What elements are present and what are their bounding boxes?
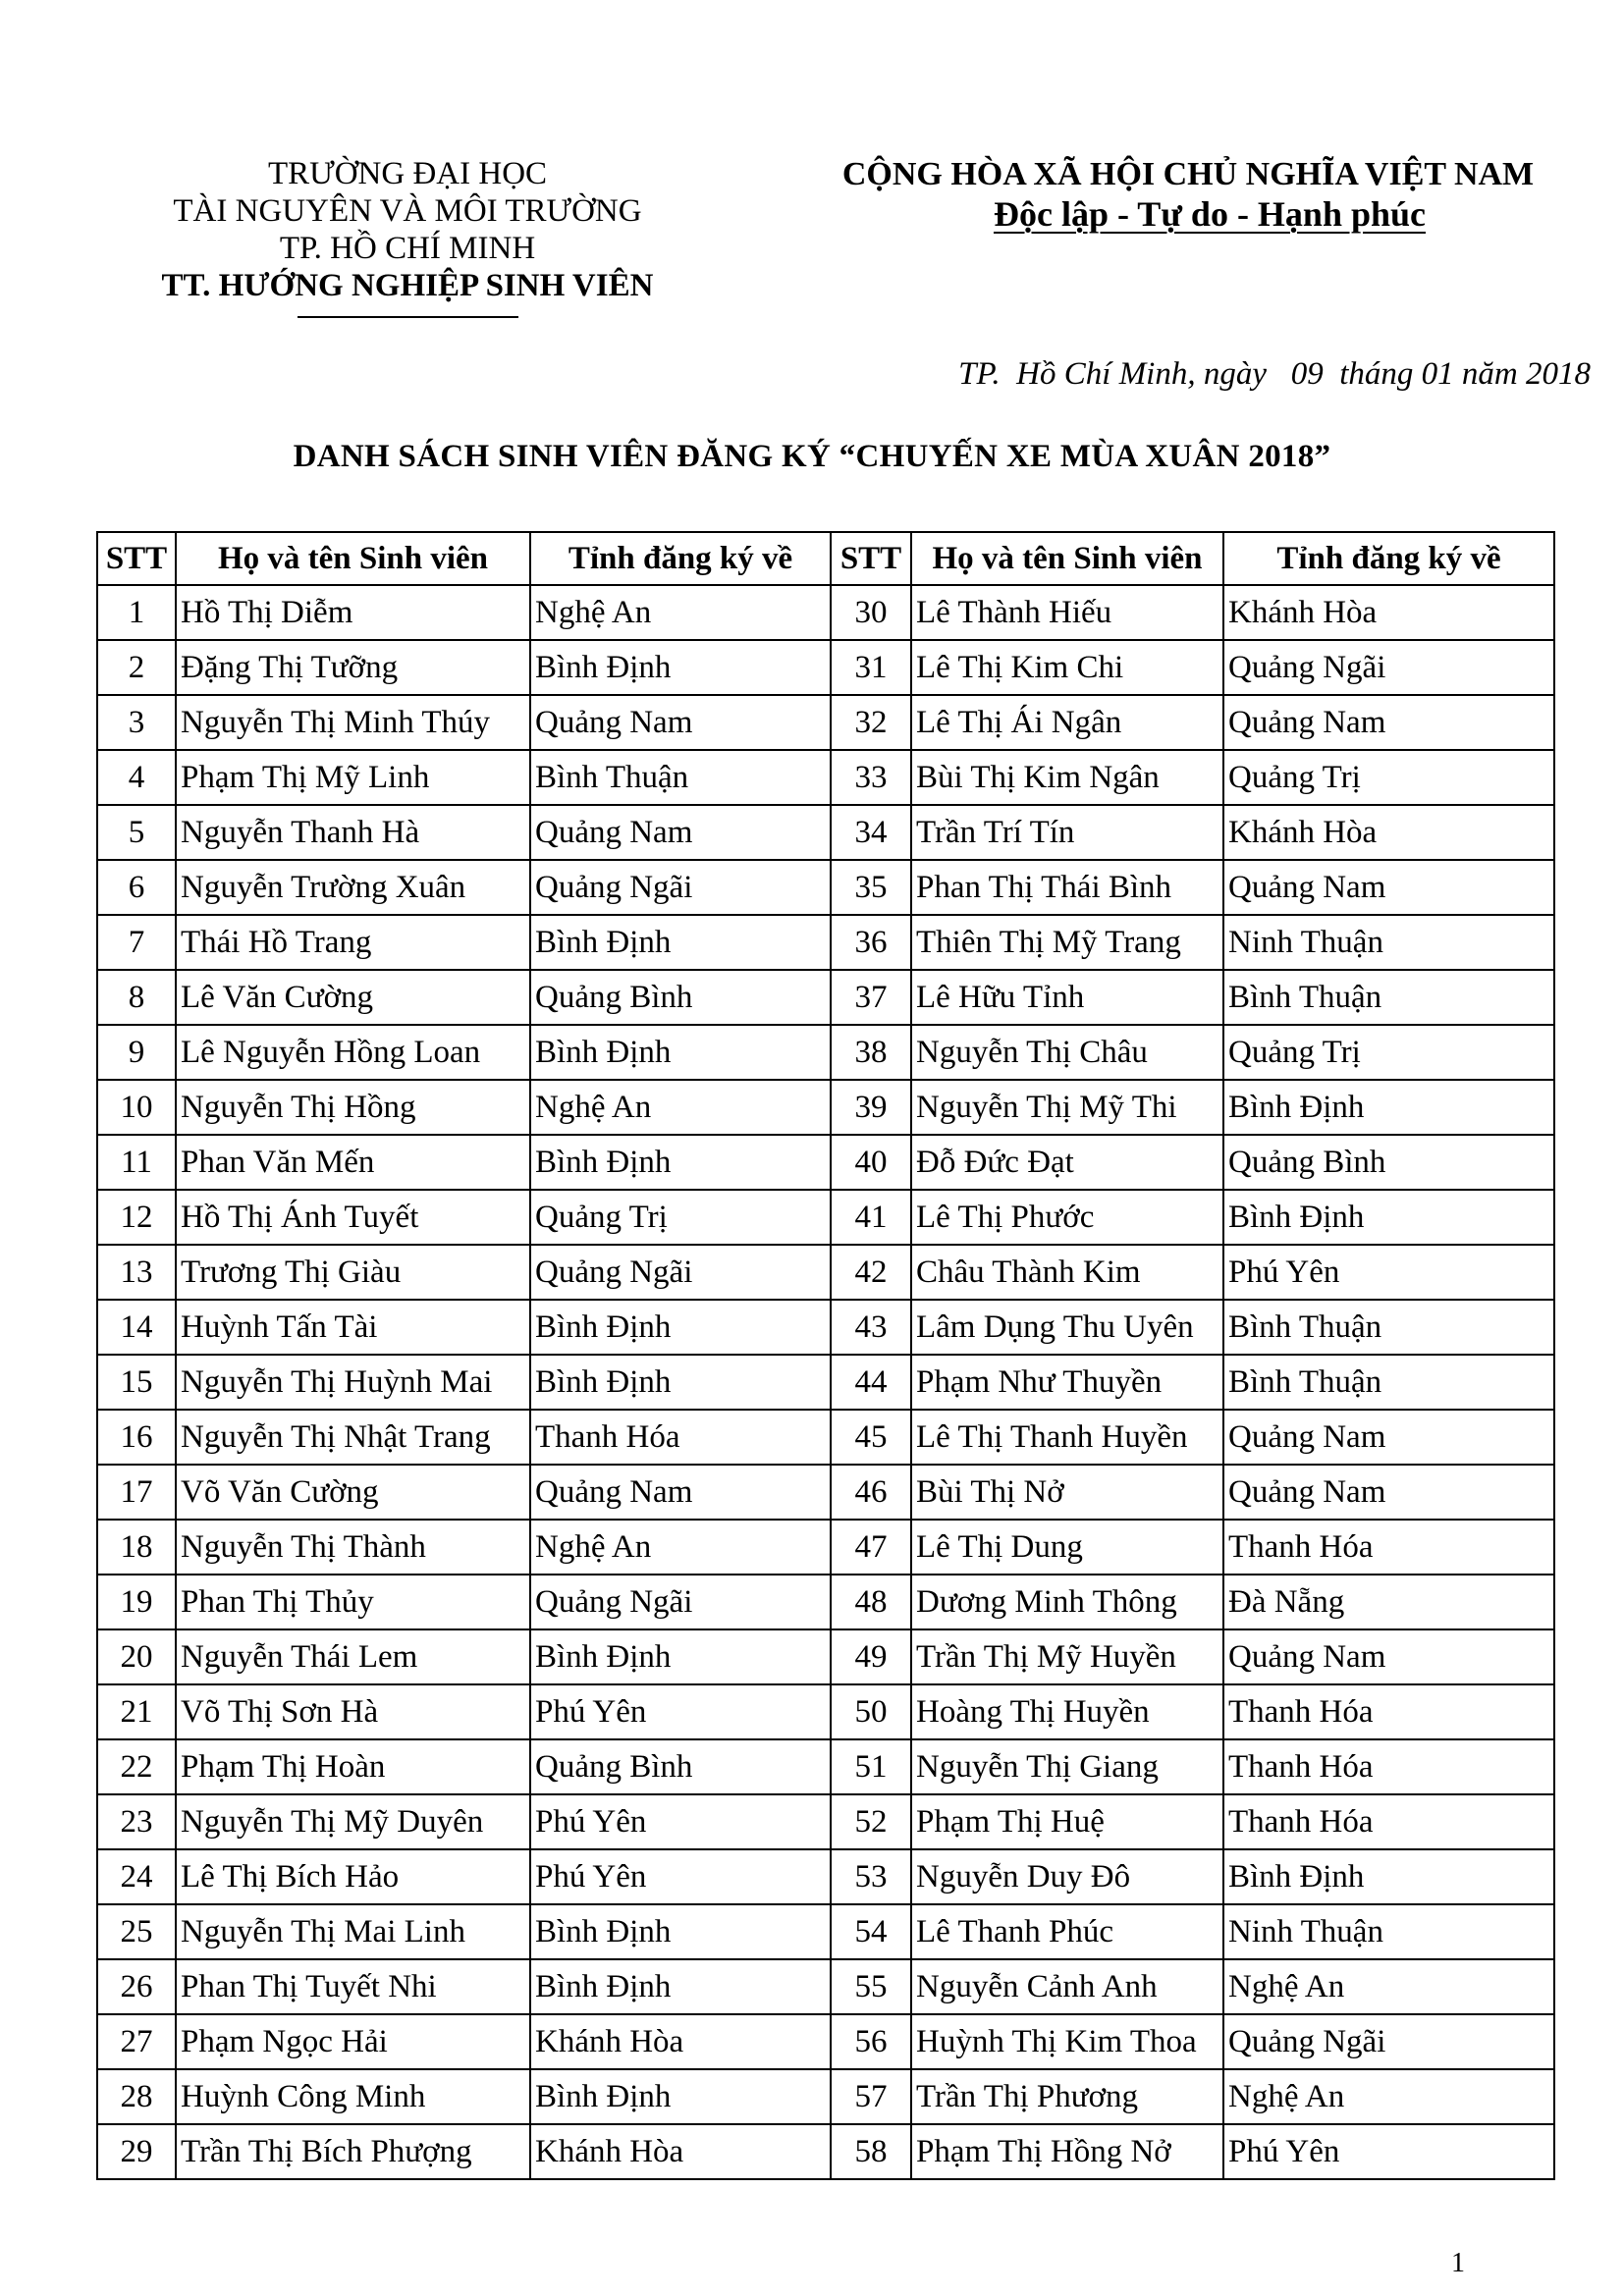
- cell-name-left: Nguyễn Thị Thành: [176, 1520, 530, 1575]
- cell-stt-right: 31: [831, 640, 911, 695]
- cell-stt-left: 8: [97, 970, 176, 1025]
- cell-stt-right: 53: [831, 1849, 911, 1904]
- cell-province-right: Nghệ An: [1223, 2069, 1554, 2124]
- table-row: [97, 640, 1554, 695]
- cell-name-left: Nguyễn Thái Lem: [176, 1629, 530, 1684]
- cell-province-right: Quảng Trị: [1223, 1025, 1554, 1080]
- cell-stt-right: 47: [831, 1520, 911, 1575]
- table-row: [97, 2124, 1554, 2179]
- cell-stt-left: 9: [97, 1025, 176, 1080]
- cell-province-right: Quảng Ngãi: [1223, 2014, 1554, 2069]
- cell-province-right: Đà Nẵng: [1223, 1575, 1554, 1629]
- cell-province-right: Quảng Nam: [1223, 695, 1554, 750]
- cell-province-right: Thanh Hóa: [1223, 1739, 1554, 1794]
- cell-province-right: Khánh Hòa: [1223, 585, 1554, 640]
- cell-province-left: Quảng Nam: [530, 805, 831, 860]
- cell-province-left: Thanh Hóa: [530, 1410, 831, 1465]
- cell-name-right: Nguyễn Thị Mỹ Thi: [911, 1080, 1223, 1135]
- national-title: CỘNG HÒA XÃ HỘI CHỦ NGHĨA VIỆT NAM: [841, 156, 1535, 192]
- cell-province-right: Quảng Nam: [1223, 1465, 1554, 1520]
- cell-name-right: Bùi Thị Nở: [911, 1465, 1223, 1520]
- cell-stt-right: 43: [831, 1300, 911, 1355]
- table-row: [97, 1739, 1554, 1794]
- cell-stt-right: 37: [831, 970, 911, 1025]
- cell-province-right: Khánh Hòa: [1223, 805, 1554, 860]
- cell-name-left: Nguyễn Thị Mỹ Duyên: [176, 1794, 530, 1849]
- cell-province-right: Quảng Nam: [1223, 1629, 1554, 1684]
- cell-name-left: Lê Nguyễn Hồng Loan: [176, 1025, 530, 1080]
- cell-province-right: Quảng Nam: [1223, 860, 1554, 915]
- cell-province-left: Bình Định: [530, 640, 831, 695]
- header-name-right: Họ và tên Sinh viên: [911, 532, 1223, 585]
- cell-stt-left: 1: [97, 585, 176, 640]
- university-line-1: TRƯỜNG ĐẠI HỌC: [267, 156, 548, 191]
- cell-name-right: Lê Thị Phước: [911, 1190, 1223, 1245]
- cell-stt-left: 24: [97, 1849, 176, 1904]
- cell-stt-left: 28: [97, 2069, 176, 2124]
- cell-province-left: Bình Định: [530, 1300, 831, 1355]
- cell-province-left: Bình Định: [530, 1959, 831, 2014]
- cell-name-right: Lâm Dụng Thu Uyên: [911, 1300, 1223, 1355]
- cell-province-left: Quảng Ngãi: [530, 1245, 831, 1300]
- table-row: [97, 1300, 1554, 1355]
- cell-stt-right: 49: [831, 1629, 911, 1684]
- cell-province-left: Bình Định: [530, 1355, 831, 1410]
- cell-stt-right: 40: [831, 1135, 911, 1190]
- cell-stt-right: 36: [831, 915, 911, 970]
- cell-stt-right: 34: [831, 805, 911, 860]
- table-row: [97, 970, 1554, 1025]
- cell-name-right: Lê Thị Dung: [911, 1520, 1223, 1575]
- cell-stt-left: 5: [97, 805, 176, 860]
- cell-stt-right: 51: [831, 1739, 911, 1794]
- cell-name-left: Phạm Thị Hoàn: [176, 1739, 530, 1794]
- cell-stt-left: 2: [97, 640, 176, 695]
- cell-province-right: Quảng Trị: [1223, 750, 1554, 805]
- cell-province-right: Thanh Hóa: [1223, 1520, 1554, 1575]
- table-row: [97, 1575, 1554, 1629]
- cell-name-right: Lê Thị Thanh Huyền: [911, 1410, 1223, 1465]
- cell-stt-right: 48: [831, 1575, 911, 1629]
- cell-name-right: Lê Thanh Phúc: [911, 1904, 1223, 1959]
- table-row: [97, 1135, 1554, 1190]
- cell-stt-left: 10: [97, 1080, 176, 1135]
- table-row: [97, 860, 1554, 915]
- table-row: [97, 1190, 1554, 1245]
- document-title: DANH SÁCH SINH VIÊN ĐĂNG KÝ “CHUYẾN XE MÙA XUÂN 2018”: [293, 439, 1331, 474]
- cell-name-right: Lê Thị Ái Ngân: [911, 695, 1223, 750]
- cell-stt-right: 32: [831, 695, 911, 750]
- cell-stt-right: 56: [831, 2014, 911, 2069]
- cell-name-left: Phạm Thị Mỹ Linh: [176, 750, 530, 805]
- cell-stt-right: 44: [831, 1355, 911, 1410]
- cell-stt-right: 50: [831, 1684, 911, 1739]
- cell-stt-right: 30: [831, 585, 911, 640]
- cell-province-right: Ninh Thuận: [1223, 915, 1554, 970]
- cell-stt-left: 4: [97, 750, 176, 805]
- cell-province-left: Quảng Bình: [530, 970, 831, 1025]
- cell-province-right: Phú Yên: [1223, 2124, 1554, 2179]
- cell-stt-left: 3: [97, 695, 176, 750]
- cell-stt-right: 33: [831, 750, 911, 805]
- cell-stt-right: 35: [831, 860, 911, 915]
- cell-name-left: Huỳnh Tấn Tài: [176, 1300, 530, 1355]
- table-row: [97, 1245, 1554, 1300]
- cell-name-right: Nguyễn Duy Đô: [911, 1849, 1223, 1904]
- cell-name-right: Nguyễn Thị Châu: [911, 1025, 1223, 1080]
- cell-name-left: Hồ Thị Ánh Tuyết: [176, 1190, 530, 1245]
- cell-province-right: Phú Yên: [1223, 1245, 1554, 1300]
- cell-province-right: Quảng Ngãi: [1223, 640, 1554, 695]
- national-motto: Độc lập - Tự do - Hạnh phúc: [993, 194, 1427, 234]
- cell-province-left: Bình Định: [530, 915, 831, 970]
- table-body: [97, 585, 1554, 2179]
- cell-stt-left: 23: [97, 1794, 176, 1849]
- department-name: TT. HƯỚNG NGHIỆP SINH VIÊN: [161, 268, 654, 303]
- cell-name-left: Nguyễn Thị Mai Linh: [176, 1904, 530, 1959]
- cell-name-left: Lê Văn Cường: [176, 970, 530, 1025]
- cell-name-right: Phạm Như Thuyền: [911, 1355, 1223, 1410]
- cell-province-right: Ninh Thuận: [1223, 1904, 1554, 1959]
- cell-province-right: Quảng Nam: [1223, 1410, 1554, 1465]
- table-row: [97, 1794, 1554, 1849]
- cell-name-left: Trương Thị Giàu: [176, 1245, 530, 1300]
- cell-name-left: Huỳnh Công Minh: [176, 2069, 530, 2124]
- cell-name-right: Trần Thị Mỹ Huyền: [911, 1629, 1223, 1684]
- cell-province-left: Quảng Bình: [530, 1739, 831, 1794]
- cell-name-left: Phan Văn Mến: [176, 1135, 530, 1190]
- cell-stt-left: 15: [97, 1355, 176, 1410]
- page-number: 1: [1451, 2248, 1465, 2278]
- cell-name-right: Phạm Thị Hồng Nở: [911, 2124, 1223, 2179]
- cell-stt-right: 38: [831, 1025, 911, 1080]
- cell-province-left: Quảng Trị: [530, 1190, 831, 1245]
- cell-stt-left: 19: [97, 1575, 176, 1629]
- cell-province-left: Nghệ An: [530, 1080, 831, 1135]
- cell-province-right: Thanh Hóa: [1223, 1684, 1554, 1739]
- cell-name-right: Nguyễn Thị Giang: [911, 1739, 1223, 1794]
- cell-name-right: Huỳnh Thị Kim Thoa: [911, 2014, 1223, 2069]
- cell-stt-left: 12: [97, 1190, 176, 1245]
- cell-name-left: Thái Hồ Trang: [176, 915, 530, 970]
- cell-province-left: Quảng Ngãi: [530, 1575, 831, 1629]
- cell-stt-left: 26: [97, 1959, 176, 2014]
- cell-stt-left: 21: [97, 1684, 176, 1739]
- cell-name-left: Nguyễn Thanh Hà: [176, 805, 530, 860]
- cell-stt-right: 45: [831, 1410, 911, 1465]
- cell-province-left: Phú Yên: [530, 1849, 831, 1904]
- cell-name-left: Võ Văn Cường: [176, 1465, 530, 1520]
- cell-province-left: Quảng Ngãi: [530, 860, 831, 915]
- cell-name-right: Trần Trí Tín: [911, 805, 1223, 860]
- table-row: [97, 750, 1554, 805]
- cell-stt-left: 25: [97, 1904, 176, 1959]
- cell-stt-right: 58: [831, 2124, 911, 2179]
- cell-province-left: Bình Định: [530, 1025, 831, 1080]
- cell-stt-left: 13: [97, 1245, 176, 1300]
- cell-province-right: Bình Thuận: [1223, 1300, 1554, 1355]
- cell-province-left: Nghệ An: [530, 585, 831, 640]
- cell-name-left: Nguyễn Thị Hồng: [176, 1080, 530, 1135]
- cell-province-left: Nghệ An: [530, 1520, 831, 1575]
- cell-stt-left: 17: [97, 1465, 176, 1520]
- cell-stt-left: 18: [97, 1520, 176, 1575]
- cell-province-right: Nghệ An: [1223, 1959, 1554, 2014]
- cell-name-right: Dương Minh Thông: [911, 1575, 1223, 1629]
- cell-province-right: Bình Định: [1223, 1849, 1554, 1904]
- cell-stt-left: 27: [97, 2014, 176, 2069]
- cell-name-left: Đặng Thị Tưỡng: [176, 640, 530, 695]
- cell-name-left: Phan Thị Thủy: [176, 1575, 530, 1629]
- header-name-left: Họ và tên Sinh viên: [176, 532, 530, 585]
- table-row: [97, 2069, 1554, 2124]
- cell-name-left: Lê Thị Bích Hảo: [176, 1849, 530, 1904]
- cell-name-right: Lê Hữu Tỉnh: [911, 970, 1223, 1025]
- cell-province-left: Phú Yên: [530, 1684, 831, 1739]
- table-row: [97, 1849, 1554, 1904]
- header-stt-right: STT: [831, 532, 911, 585]
- cell-name-right: Đỗ Đức Đạt: [911, 1135, 1223, 1190]
- cell-province-left: Khánh Hòa: [530, 2014, 831, 2069]
- cell-name-left: Võ Thị Sơn Hà: [176, 1684, 530, 1739]
- cell-name-left: Phạm Ngọc Hải: [176, 2014, 530, 2069]
- cell-province-right: Bình Thuận: [1223, 1355, 1554, 1410]
- header-province-left: Tỉnh đăng ký về: [530, 532, 831, 585]
- cell-stt-left: 22: [97, 1739, 176, 1794]
- date-line: TP. Hồ Chí Minh, ngày 09 tháng 01 năm 2018: [958, 356, 1591, 392]
- cell-province-left: Quảng Nam: [530, 1465, 831, 1520]
- cell-name-left: Trần Thị Bích Phượng: [176, 2124, 530, 2179]
- header-province-right: Tỉnh đăng ký về: [1223, 532, 1554, 585]
- cell-stt-right: 39: [831, 1080, 911, 1135]
- table-row: [97, 695, 1554, 750]
- cell-stt-left: 14: [97, 1300, 176, 1355]
- cell-name-right: Thiên Thị Mỹ Trang: [911, 915, 1223, 970]
- table-row: [97, 1355, 1554, 1410]
- cell-name-left: Nguyễn Thị Nhật Trang: [176, 1410, 530, 1465]
- table-row: [97, 1080, 1554, 1135]
- header-right: [776, 155, 1600, 236]
- cell-name-left: Nguyễn Trường Xuân: [176, 860, 530, 915]
- table-row: [97, 1465, 1554, 1520]
- cell-stt-right: 41: [831, 1190, 911, 1245]
- cell-stt-right: 42: [831, 1245, 911, 1300]
- cell-province-left: Bình Định: [530, 1904, 831, 1959]
- table-row: [97, 1904, 1554, 1959]
- table-row: [97, 805, 1554, 860]
- cell-name-left: Phan Thị Tuyết Nhi: [176, 1959, 530, 2014]
- cell-province-right: Bình Định: [1223, 1080, 1554, 1135]
- cell-name-right: Bùi Thị Kim Ngân: [911, 750, 1223, 805]
- cell-province-right: Thanh Hóa: [1223, 1794, 1554, 1849]
- cell-province-right: Bình Thuận: [1223, 970, 1554, 1025]
- cell-name-left: Nguyễn Thị Huỳnh Mai: [176, 1355, 530, 1410]
- university-line-3: TP. HỒ CHÍ MINH: [279, 231, 536, 266]
- cell-name-right: Phạm Thị Huệ: [911, 1794, 1223, 1849]
- cell-province-left: Bình Định: [530, 1629, 831, 1684]
- header-left-rule: [298, 316, 518, 318]
- cell-province-left: Phú Yên: [530, 1794, 831, 1849]
- cell-name-right: Nguyễn Cảnh Anh: [911, 1959, 1223, 2014]
- cell-stt-left: 6: [97, 860, 176, 915]
- cell-stt-right: 54: [831, 1904, 911, 1959]
- cell-province-right: Bình Định: [1223, 1190, 1554, 1245]
- cell-stt-left: 29: [97, 2124, 176, 2179]
- header-stt-left: STT: [97, 532, 176, 585]
- table-row: [97, 1629, 1554, 1684]
- table-header-row: [97, 532, 1554, 585]
- student-list-table: [96, 531, 1555, 2180]
- cell-name-right: Lê Thị Kim Chi: [911, 640, 1223, 695]
- cell-name-left: Nguyễn Thị Minh Thúy: [176, 695, 530, 750]
- cell-province-left: Khánh Hòa: [530, 2124, 831, 2179]
- table-row: [97, 1520, 1554, 1575]
- table-row: [97, 2014, 1554, 2069]
- cell-stt-right: 52: [831, 1794, 911, 1849]
- cell-stt-left: 11: [97, 1135, 176, 1190]
- cell-name-right: Châu Thành Kim: [911, 1245, 1223, 1300]
- cell-name-right: Hoàng Thị Huyền: [911, 1684, 1223, 1739]
- cell-stt-right: 55: [831, 1959, 911, 2014]
- cell-name-right: Lê Thành Hiếu: [911, 585, 1223, 640]
- cell-stt-right: 46: [831, 1465, 911, 1520]
- table-row: [97, 1684, 1554, 1739]
- cell-name-left: Hồ Thị Diễm: [176, 585, 530, 640]
- cell-province-left: Bình Định: [530, 2069, 831, 2124]
- cell-province-right: Quảng Bình: [1223, 1135, 1554, 1190]
- cell-stt-right: 57: [831, 2069, 911, 2124]
- cell-province-left: Bình Định: [530, 1135, 831, 1190]
- cell-name-right: Phan Thị Thái Bình: [911, 860, 1223, 915]
- cell-stt-left: 20: [97, 1629, 176, 1684]
- cell-stt-left: 16: [97, 1410, 176, 1465]
- cell-province-left: Bình Thuận: [530, 750, 831, 805]
- cell-name-right: Trần Thị Phương: [911, 2069, 1223, 2124]
- university-line-2: TÀI NGUYÊN VÀ MÔI TRƯỜNG: [173, 193, 642, 229]
- table-row: [97, 1959, 1554, 2014]
- table-row: [97, 915, 1554, 970]
- cell-province-left: Quảng Nam: [530, 695, 831, 750]
- table-row: [97, 585, 1554, 640]
- table-row: [97, 1025, 1554, 1080]
- table-row: [97, 1410, 1554, 1465]
- cell-stt-left: 7: [97, 915, 176, 970]
- header-left: [69, 155, 746, 318]
